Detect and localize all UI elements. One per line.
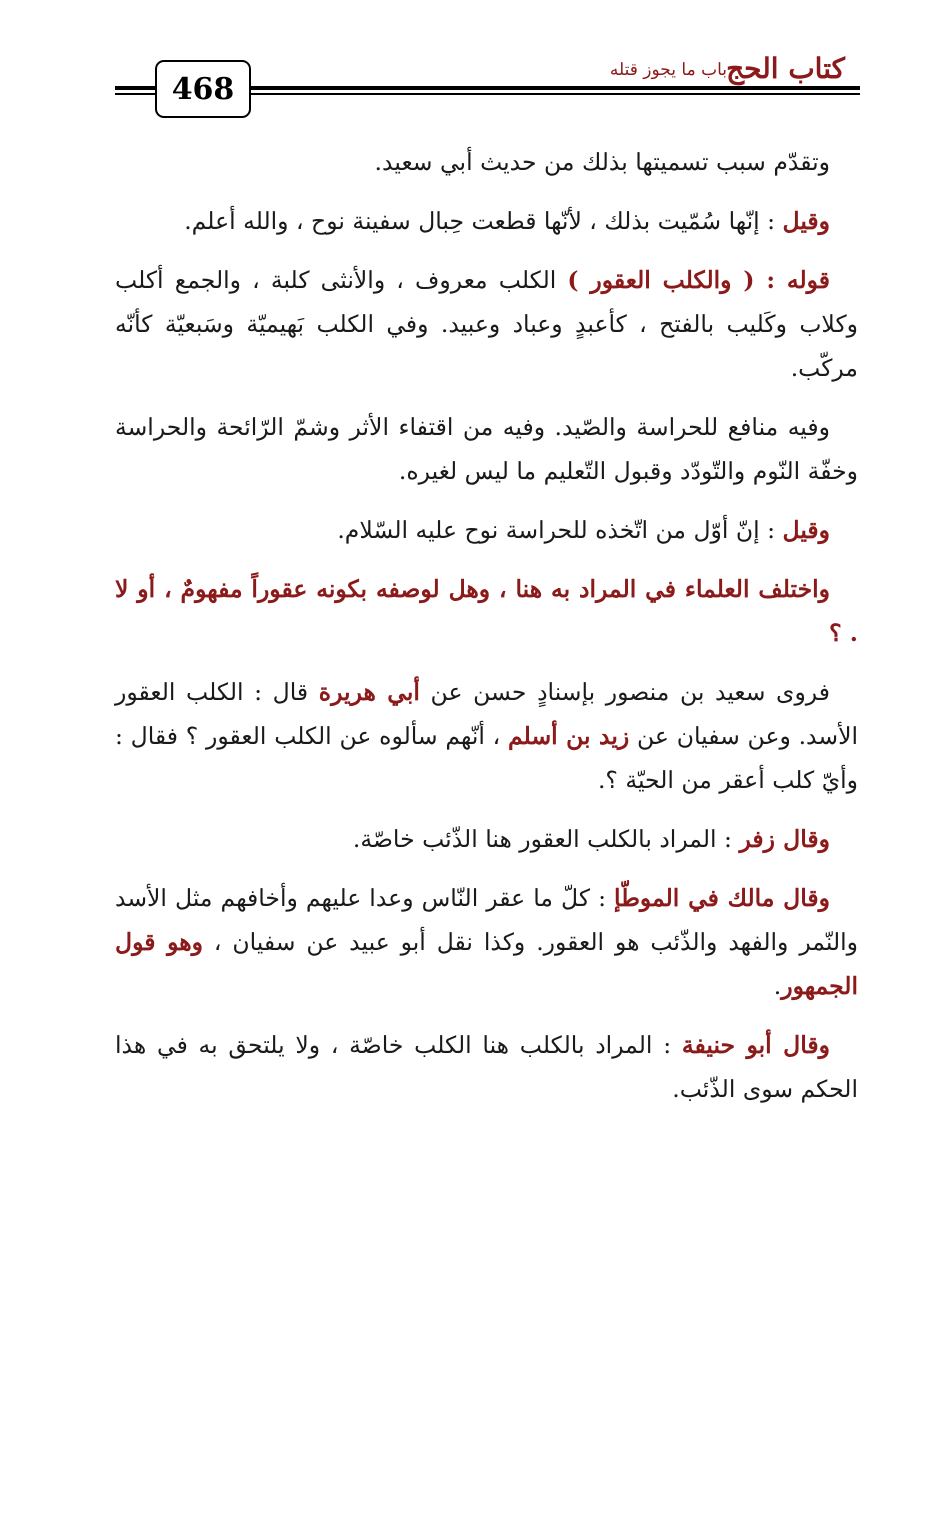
paragraph-text: الكلب معروف ، والأنثى كلبة ، والجمع أكلب وكلاب وكَليب بالفتح ، كأعبدٍ وعباد وعبيد. وفي الكلب بَهيميّة وسَبعيّة كأنّه مركّب. (115, 266, 858, 382)
paragraph (115, 670, 858, 802)
section-heading: واختلف العلماء في المراد به هنا ، وهل لوصفه بكونه عقوراً مفهومٌ ، أو لا . ؟ (115, 575, 858, 647)
paragraph (115, 199, 858, 243)
paragraph (115, 876, 858, 1008)
paragraph-text: قال : الكلب العقور الأسد. وعن سفيان عن (115, 678, 859, 750)
paragraph-text: : إنّها سُمّيت بذلك ، لأنّها قطعت حِبال سفينة نوح ، والله أعلم. (184, 207, 783, 235)
inline-label: وقال أبو حنيفة (681, 1031, 830, 1059)
paragraph (115, 508, 858, 552)
paragraph (115, 817, 858, 861)
narrator-name: زيد بن أسلم (508, 722, 630, 750)
paragraph-text: : المراد بالكلب العقور هنا الذّئب خاصّة. (352, 825, 740, 853)
page-header (0, 0, 945, 130)
narrator-name: أبي هريرة (318, 678, 420, 706)
paragraph-text: : إنّ أوّل من اتّخذه للحراسة نوح عليه السّلام. (337, 516, 783, 544)
paragraph (115, 258, 858, 390)
inline-label: وقال زفر (739, 825, 830, 853)
paragraph-text: وفيه منافع للحراسة والصّيد. وفيه من اقتفاء الأثر وشمّ الرّائحة والحراسة وخفّة النّوم والتّودّد وقبول التّعليم ما ليس لغيره. (115, 413, 858, 485)
page-body (115, 140, 858, 1126)
paragraph-text: : المراد بالكلب هنا الكلب خاصّة ، ولا يلتحق به في هذا الحكم سوى الذّئب. (115, 1031, 858, 1103)
inline-label: وقال مالك في الموطّإ (614, 884, 830, 912)
paragraph-text: . (773, 972, 782, 1000)
page-number: 468 (155, 60, 251, 118)
inline-label: وهو قول الجمهور (115, 928, 858, 1000)
chapter-title: باب ما يجوز قتله (609, 60, 727, 80)
paragraph-text: وتقدّم سبب تسميتها بذلك من حديث أبي سعيد. (374, 148, 830, 176)
paragraph-text: فروى سعيد بن منصور بإسنادٍ حسن عن (419, 678, 830, 706)
paragraph (115, 1023, 858, 1111)
inline-label: وقيل (782, 516, 830, 544)
paragraph (115, 405, 858, 493)
paragraph-text: : كلّ ما عقر النّاس وعدا عليهم وأخافهم مثل الأسد والنّمر والفهد والذّئب هو العقور. وكذا نقل أبو عبيد عن سفيان ، (115, 884, 858, 956)
book-title: كتاب الحج (726, 52, 845, 85)
paragraph (115, 140, 858, 184)
inline-label: وقيل (782, 207, 830, 235)
inline-label: قوله : ( والكلب العقور ) (567, 266, 830, 294)
paragraph-text: ، أنّهم سألوه عن الكلب العقور ؟ فقال : وأيّ كلب أعقر من الحيّة ؟. (115, 722, 858, 794)
